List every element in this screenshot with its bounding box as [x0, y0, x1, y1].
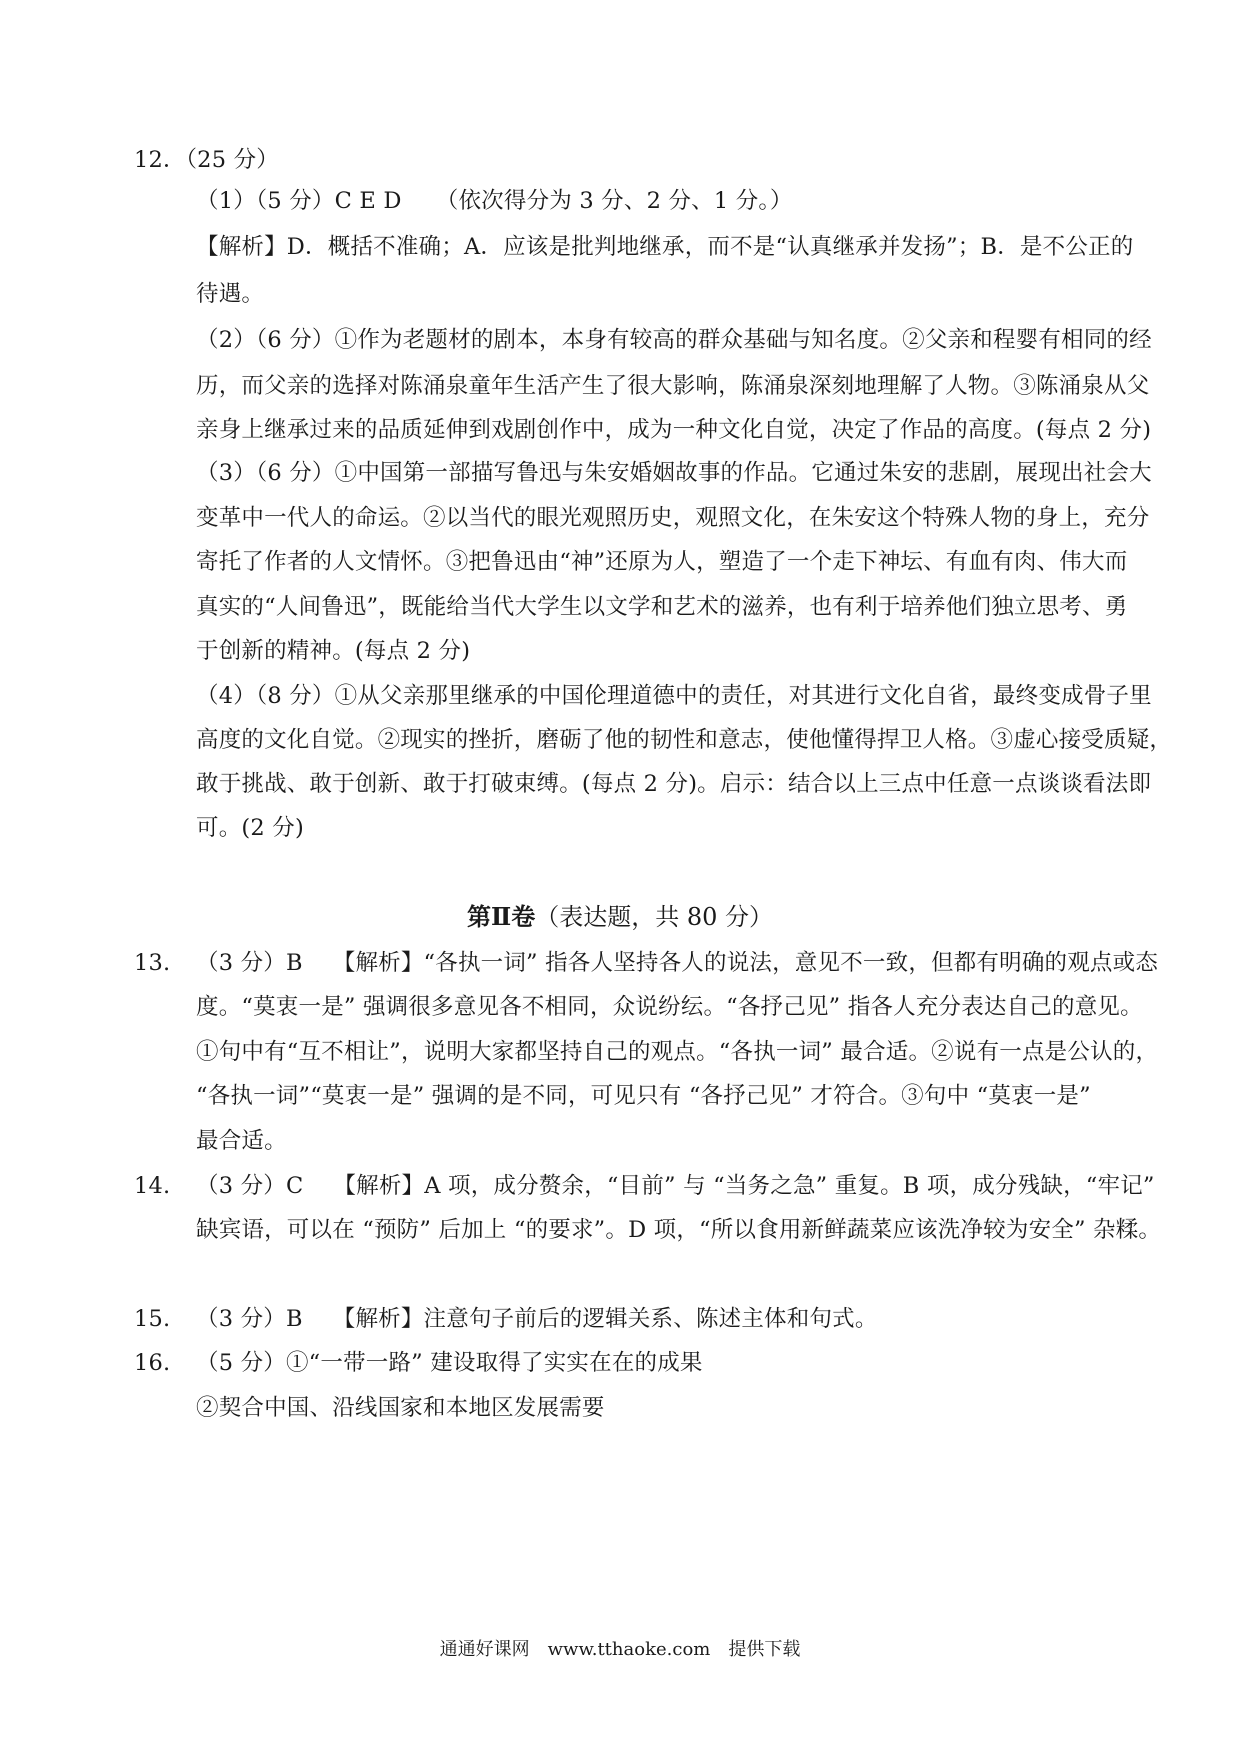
- q12-analysis-line1: 【解析】D．概括不准确；A．应该是批判地继承，而不是“认真继承并发扬”；B．是不公正的: [196, 234, 1134, 260]
- q12-part3-line5: 于创新的精神。(每点 2 分): [196, 638, 471, 664]
- q12-part3-line2: 变革中一代人的命运。②以当代的眼光观照历史，观照文化，在朱安这个特殊人物的身上，充分: [196, 505, 1150, 531]
- q13-line3: ①句中有“互不相让”，说明大家都坚持自己的观点。“各执一词” 最合适。②说有一点是公认的，: [196, 1039, 1159, 1065]
- q12-header: 12．（25 分）: [134, 147, 279, 173]
- q12-part2-line2: 历，而父亲的选择对陈涌泉童年生活产生了很大影响，陈涌泉深刻地理解了人物。③陈涌泉从父: [196, 373, 1150, 399]
- q12-part4-line1: （4）（8 分）①从父亲那里继承的中国伦理道德中的责任，对其进行文化自省，最终变成骨子里: [196, 683, 1152, 709]
- q13-line1: （3 分）B 【解析】“各执一词” 指各人坚持各人的说法，意见不一致，但都有明确的观点或态: [196, 950, 1159, 976]
- q15-number: 15.: [134, 1306, 171, 1332]
- q12-part1: （1）（5 分）C E D （依次得分为 3 分、2 分、1 分。）: [196, 188, 793, 214]
- q16-line1: （5 分）①“一带一路” 建设取得了实实在在的成果: [196, 1350, 703, 1376]
- q12-part3-line4: 真实的“人间鲁迅”，既能给当代大学生以文学和艺术的滋养，也有利于培养他们独立思考、勇: [196, 594, 1128, 620]
- q15-line1: （3 分）B 【解析】注意句子前后的逻辑关系、陈述主体和句式。: [196, 1306, 878, 1332]
- q14-line2: 缺宾语，可以在 “预防” 后加上 “的要求”。D 项，“所以食用新鲜蔬菜应该洗净较为安全” 杂糅。: [196, 1217, 1162, 1243]
- q12-part3-line3: 寄托了作者的人文情怀。③把鲁迅由“神”还原为人，塑造了一个走下神坛、有血有肉、伟大而: [196, 549, 1128, 575]
- section2-title-rest: （表达题，共 80 分）: [535, 903, 774, 931]
- q16-line2: ②契合中国、沿线国家和本地区发展需要: [196, 1395, 605, 1421]
- q12-part2-line1: （2）（6 分）①作为老题材的剧本，本身有较高的群众基础与知名度。②父亲和程婴有相同的经: [196, 327, 1152, 353]
- q12-part3-line1: （3）（6 分）①中国第一部描写鲁迅与朱安婚姻故事的作品。它通过朱安的悲剧，展现出社会大: [196, 460, 1152, 486]
- q12-part4-line2: 高度的文化自觉。②现实的挫折，磨砺了他的韧性和意志，使他懂得捍卫人格。③虚心接受质疑，: [196, 727, 1173, 753]
- section2-title-bold: 第Ⅱ卷: [466, 902, 536, 931]
- q14-number: 14.: [134, 1173, 171, 1199]
- q12-part4-line4: 可。(2 分): [196, 815, 304, 841]
- q13-number: 13.: [134, 950, 171, 976]
- q13-line4: “各执一词”“莫衷一是” 强调的是不同，可见只有 “各抒己见” 才符合。③句中 “莫衷一是”: [196, 1083, 1091, 1109]
- q12-analysis-line2: 待遇。: [196, 281, 265, 307]
- q14-line1: （3 分）C 【解析】A 项，成分赘余，“目前” 与 “当务之急” 重复。B 项，成分残缺，“牢记”: [196, 1173, 1155, 1199]
- q12-part2-line3: 亲身上继承过来的品质延伸到戏剧创作中，成为一种文化自觉，决定了作品的高度。(每点 2 分): [196, 417, 1152, 443]
- footer-download-note: 通通好课网 www.tthaoke.com 提供下载: [439, 1639, 801, 1660]
- q16-number: 16.: [134, 1350, 171, 1376]
- section2-title: [0, 900, 1240, 934]
- q12-part4-line3: 敢于挑战、敢于创新、敢于打破束缚。(每点 2 分)。启示：结合以上三点中任意一点谈谈看法即: [196, 771, 1152, 797]
- q13-line2: 度。“莫衷一是” 强调很多意见各不相同，众说纷纭。“各抒己见” 指各人充分表达自己的意见。: [196, 994, 1143, 1020]
- q13-line5: 最合适。: [196, 1128, 287, 1154]
